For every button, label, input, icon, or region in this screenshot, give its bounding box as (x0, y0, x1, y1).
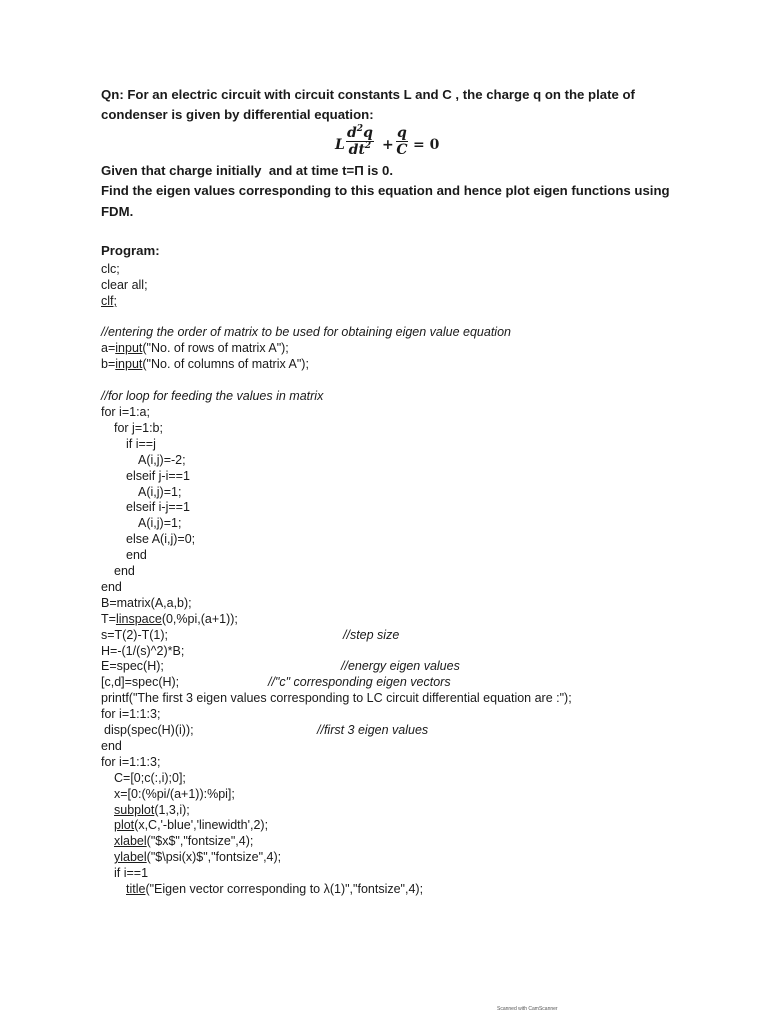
code-line: [c,d]=spec(H); (101, 675, 180, 689)
code-line: E=spec(H); (101, 659, 164, 673)
code-comment: //first 3 eigen values (317, 723, 429, 737)
code-line: subplot(1,3,i); (114, 803, 190, 817)
code-line: x=[0:(%pi/(a+1)):%pi]; (114, 787, 235, 801)
program-heading: Program: (101, 243, 160, 258)
code-line: clc; (101, 262, 120, 276)
code-line: B=matrix(A,a,b); (101, 596, 192, 610)
code-line: clear all; (101, 278, 148, 292)
code-line: for i=1:a; (101, 405, 150, 419)
question-line-2: condenser is given by differential equation: (101, 107, 374, 122)
code-line: xlabel("$x$","fontsize",4); (114, 834, 254, 848)
code-line: for i=1:1:3; (101, 707, 161, 721)
code-comment: //step size (343, 628, 400, 642)
code-line: elseif j-i==1 (126, 469, 190, 483)
code-line: else A(i,j)=0; (126, 532, 196, 546)
code-line: A(i,j)=1; (138, 516, 182, 530)
eq-plus: + (382, 137, 394, 153)
code-line: end (101, 580, 122, 594)
question-line-4: Find the eigen values corresponding to this equation and hence plot eigen functions using (101, 183, 670, 198)
code-line: end (101, 739, 122, 753)
code-line: A(i,j)=-2; (138, 453, 186, 467)
code-line: s=T(2)-T(1); (101, 628, 169, 642)
code-line: elseif i-j==1 (126, 500, 190, 514)
eq-frac-1: $\frac{d^2q}{dt^2}$ (347, 124, 373, 158)
code-comment: //"c" corresponding eigen vectors (268, 675, 451, 689)
code-line: T=linspace(0,%pi,(a+1)); (101, 612, 238, 626)
code-line: C=[0;c(:,i);0]; (114, 771, 186, 785)
code-line: plot(x,C,'-blue','linewidth',2); (114, 818, 269, 832)
code-line: end (114, 564, 135, 578)
code-line: ylabel("$\psi(x)$","fontsize",4); (114, 850, 282, 864)
code-comment: //energy eigen values (341, 659, 460, 673)
code-line: for i=1:1:3; (101, 755, 161, 769)
code-line: for j=1:b; (114, 421, 163, 435)
code-line: title("Eigen vector corresponding to λ(1)","fontsize",4); (126, 882, 424, 896)
code-line: H=-(1/(s)^2)*B; (101, 644, 185, 658)
code-comment: //entering the order of matrix to be used for obtaining eigen value equation (101, 325, 511, 339)
code-line: clf; (101, 294, 117, 308)
code-line: disp(spec(H)(i)); (104, 723, 194, 737)
question-line-5: FDM. (101, 204, 134, 219)
eq-rhs: = 0 (413, 137, 440, 153)
code-line: b=input("No. of columns of matrix A"); (101, 357, 309, 371)
scanner-watermark: Scanned with CamScanner (497, 1006, 558, 1012)
code-line: end (126, 548, 147, 562)
eq-coef: L (335, 137, 345, 153)
code-line: a=input("No. of rows of matrix A"); (101, 341, 289, 355)
eq-frac-2: $\frac{q}{C}$ (396, 125, 408, 158)
question-line-3: Given that charge initially and at time t=Π is 0. (101, 163, 394, 178)
code-comment: //for loop for feeding the values in matrix (101, 389, 324, 403)
code-line: if i==1 (114, 866, 149, 880)
question-line-1: Qn: For an electric circuit with circuit constants L and C , the charge q on the plate of (101, 87, 635, 102)
code-line: A(i,j)=1; (138, 485, 182, 499)
code-line: if i==j (126, 437, 156, 451)
code-line: printf("The first 3 eigen values corresponding to LC circuit differential equation are :"); (101, 691, 572, 705)
differential-equation (335, 125, 445, 167)
